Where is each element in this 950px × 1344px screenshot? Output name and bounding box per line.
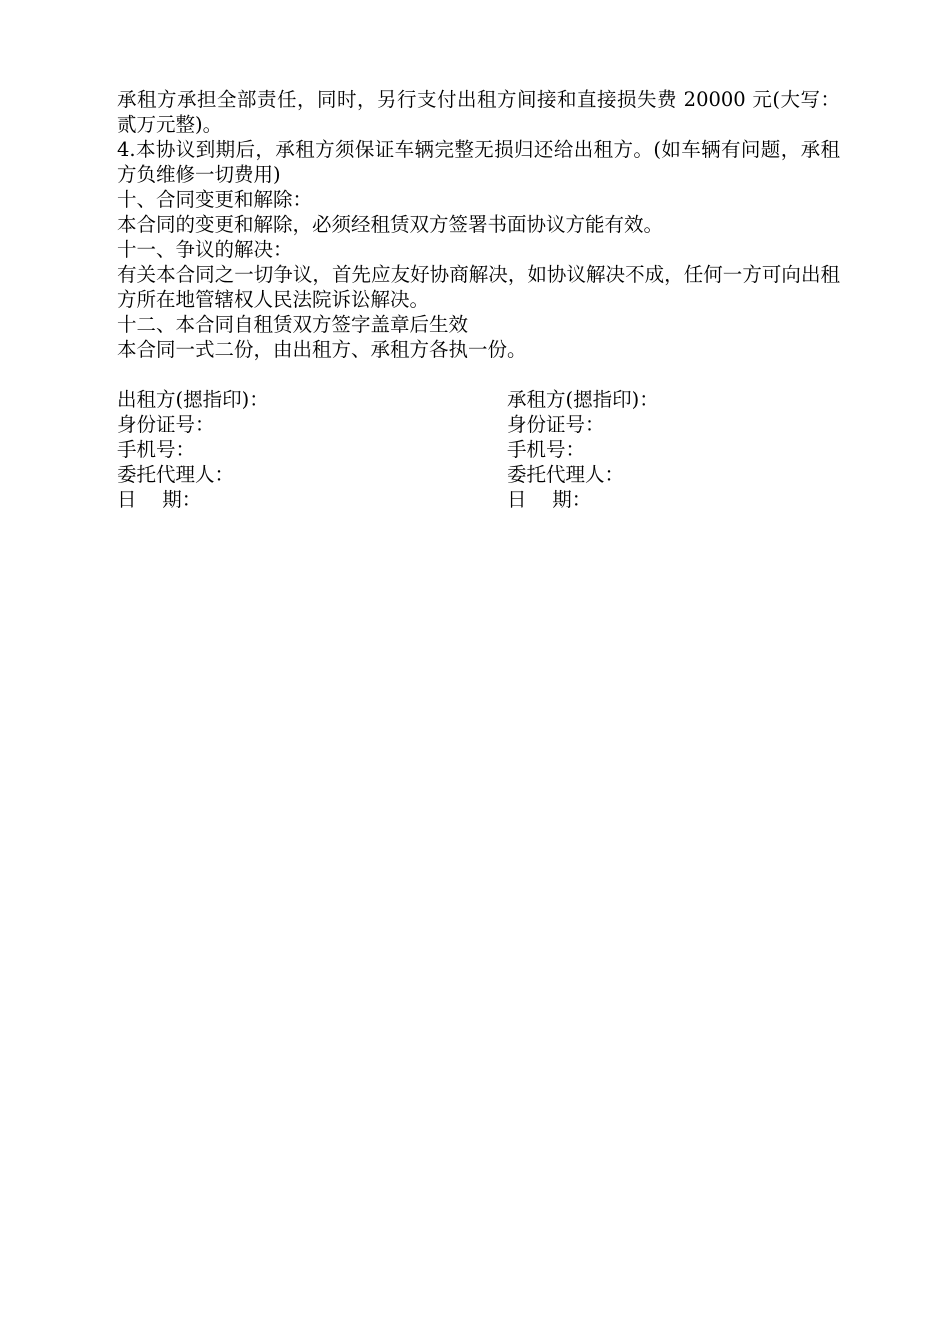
section-heading-effective: 十二、本合同自租赁双方签字盖章后生效 — [117, 313, 469, 336]
lessor-phone-label: 手机号： — [117, 438, 196, 461]
section-heading-dispute: 十一、争议的解决： — [117, 238, 293, 261]
lessee-id-number-label: 身份证号： — [507, 413, 605, 436]
lessee-agent-label: 委托代理人： — [507, 463, 625, 486]
clause-dispute: 有关本合同之一切争议，首先应友好协商解决，如协议解决不成，任何一方可向出租方所在地管辖权人民法院诉讼解决。 — [117, 263, 840, 311]
lessee-signature-column — [507, 387, 840, 512]
lessee-phone-label: 手机号： — [507, 438, 586, 461]
lessor-agent-label: 委托代理人： — [117, 463, 235, 486]
lessee-party-label: 承租方(摁指印)： — [507, 388, 659, 411]
lessor-party-label: 出租方(摁指印)： — [117, 388, 269, 411]
signature-block — [117, 387, 840, 512]
lessor-date-label: 日 期： — [117, 488, 202, 511]
clause-liability-text: 承租方承担全部责任，同时，另行支付出租方间接和直接损失费 20000 元(大写：贰万元整)。 — [117, 88, 840, 136]
lessor-id-number-label: 身份证号： — [117, 413, 215, 436]
clause-copies: 本合同一式二份，由出租方、承租方各执一份。 — [117, 338, 527, 361]
section-heading-change-termination: 十、合同变更和解除： — [117, 188, 313, 211]
clause-return-vehicle: 4.本协议到期后，承租方须保证车辆完整无损归还给出租方。(如车辆有问题，承租方负维修一切费用) — [117, 138, 840, 186]
spacer — [117, 362, 840, 387]
lessee-date-label: 日 期： — [507, 488, 592, 511]
document-page — [117, 87, 840, 512]
clause-change-termination: 本合同的变更和解除，必须经租赁双方签署书面协议方能有效。 — [117, 213, 664, 236]
lessor-signature-column — [117, 387, 507, 512]
